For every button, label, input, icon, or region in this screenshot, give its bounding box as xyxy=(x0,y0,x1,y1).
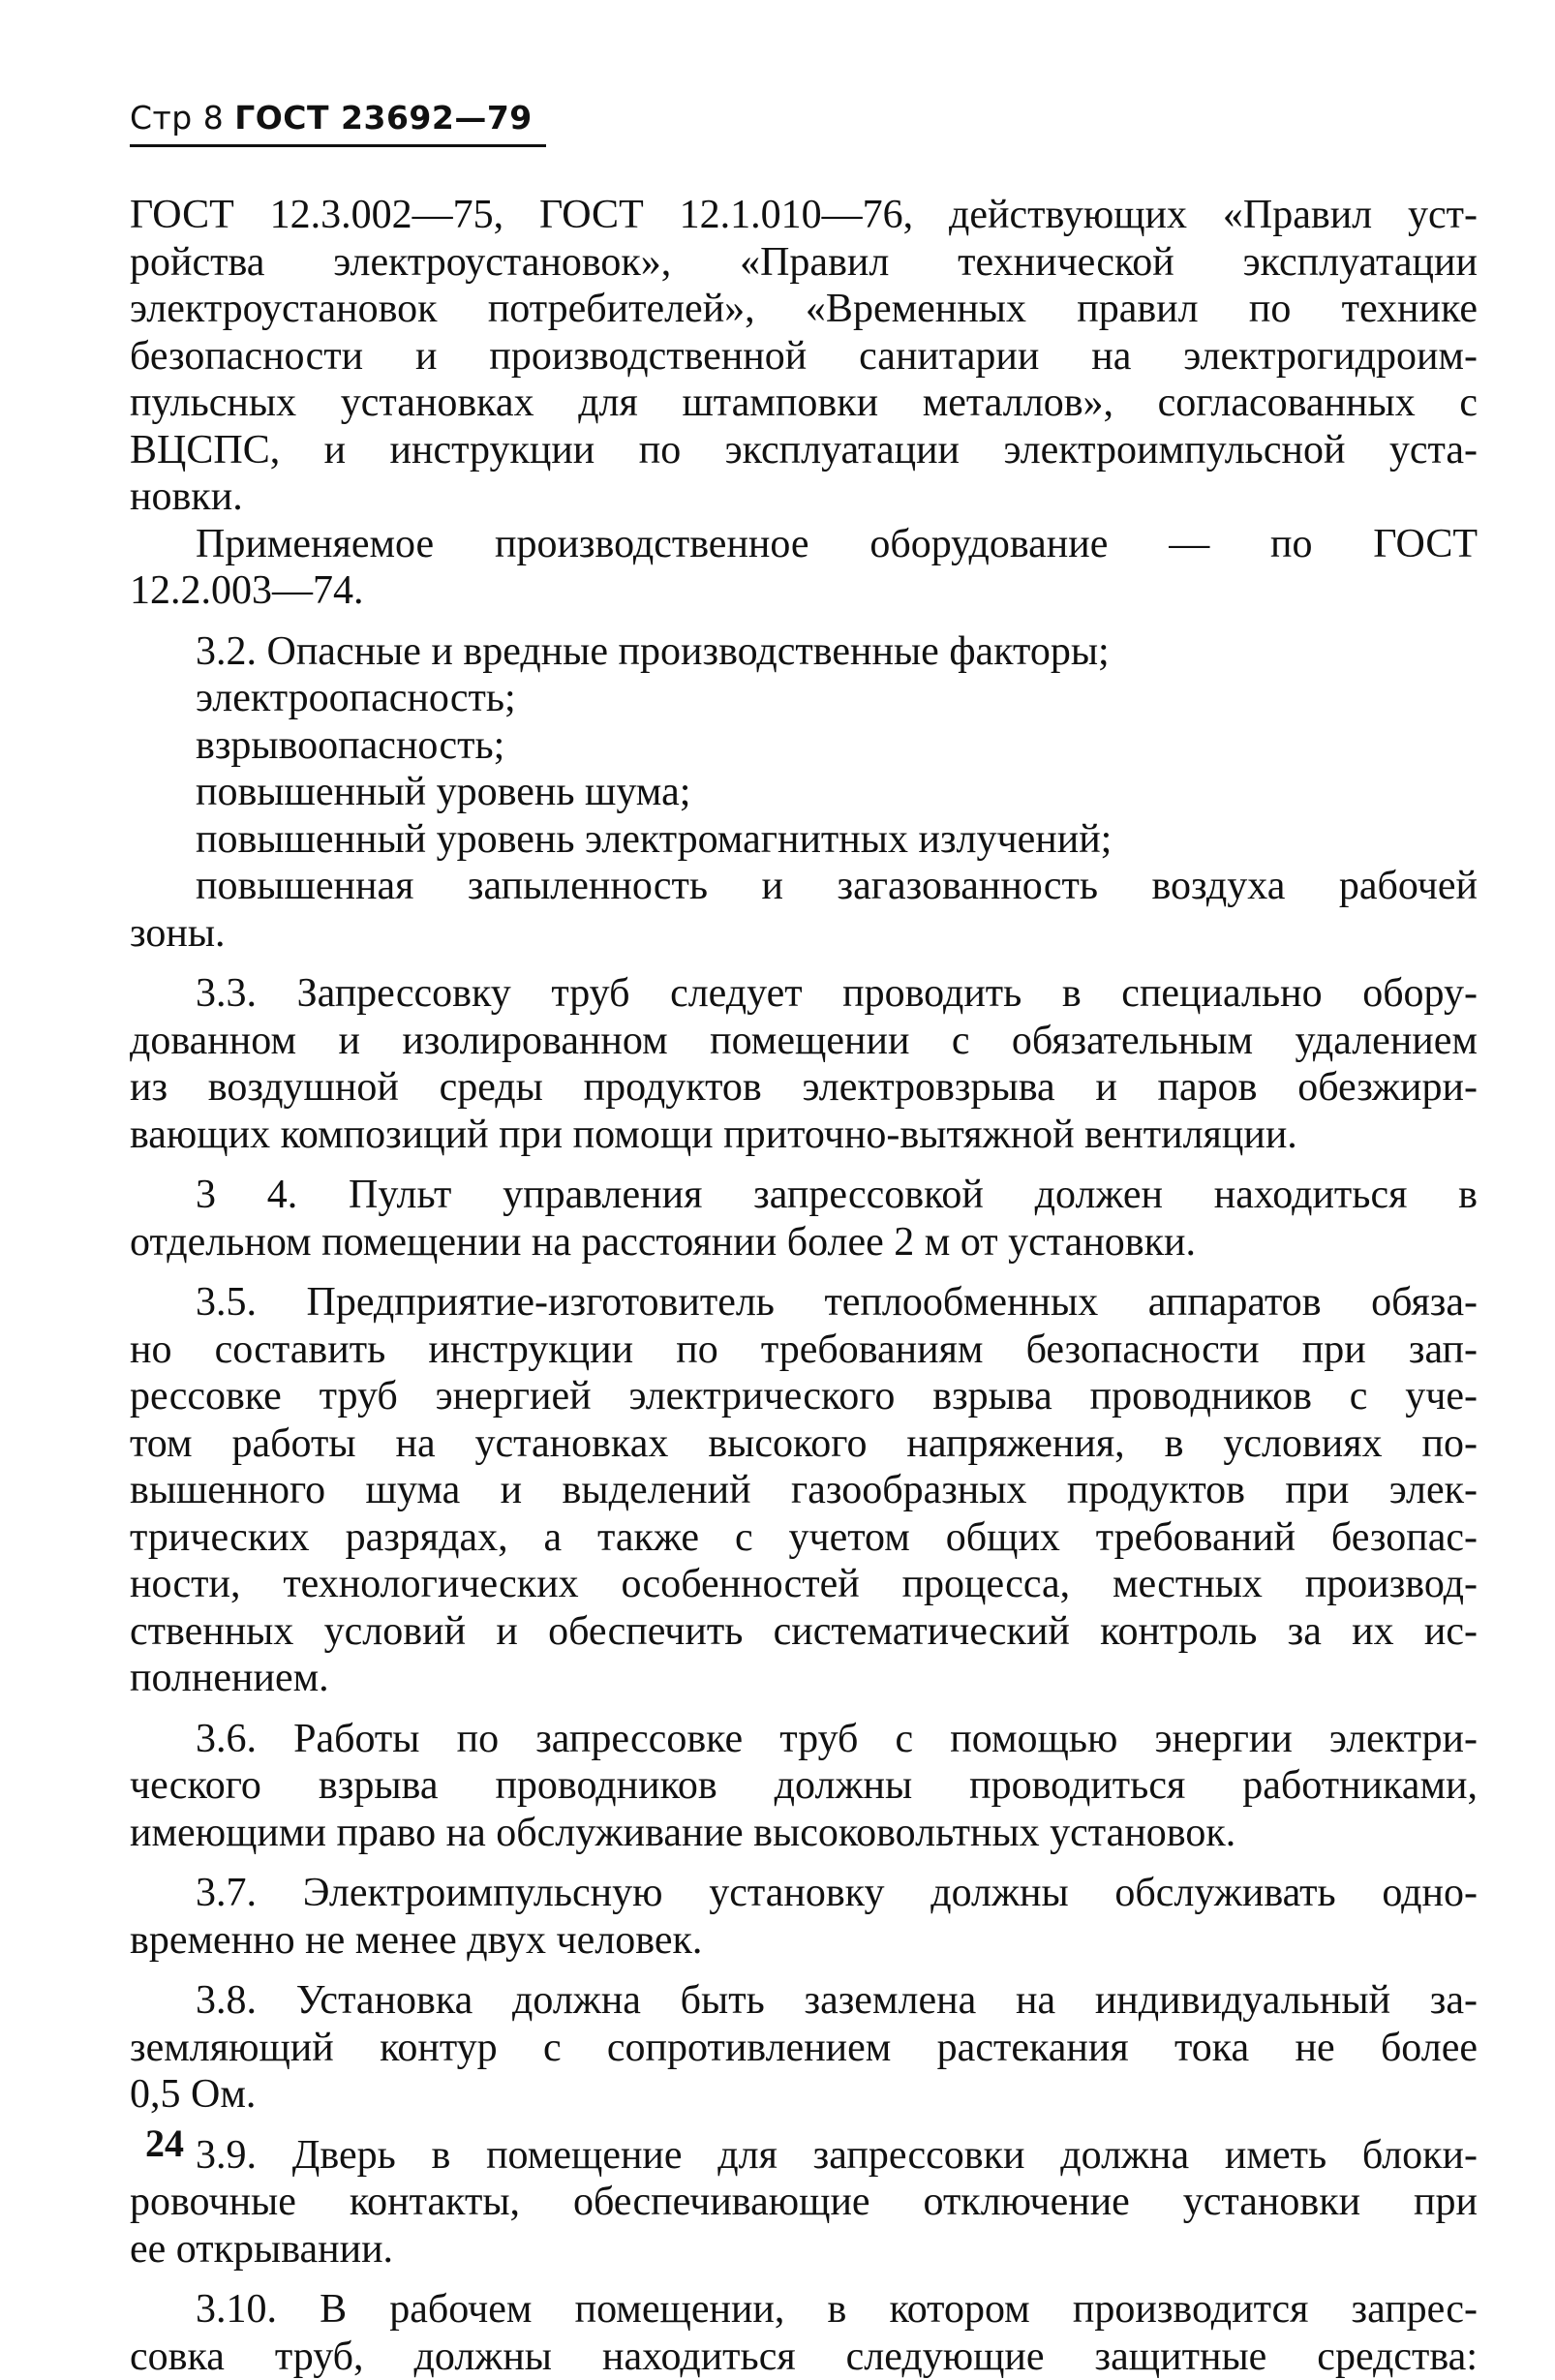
clause-3-9: 3.9. Дверь в помещение для запрессовки должна иметь блоки- xyxy=(130,2132,1478,2180)
text-line: имеющими право на обслуживание высоковольтных установок. xyxy=(130,1810,1478,1857)
clause-3-2: 3.2. Опасные и вредные производственные факторы; xyxy=(130,628,1478,676)
text-line: электроустановок потребителей», «Временных правил по технике xyxy=(130,286,1478,333)
list-item: взрывоопасность; xyxy=(130,722,1478,770)
clause-3-3: 3.3. Запрессовку труб следует проводить в специально обору- xyxy=(130,970,1478,1018)
text-line: ности, технологических особенностей процесса, местных производ- xyxy=(130,1561,1478,1608)
text-line: полнением. xyxy=(130,1655,1478,1702)
text-line: ройства электроустановок», «Правил технической эксплуатации xyxy=(130,239,1478,287)
text-line: пульсных установках для штамповки металлов», согласованных с xyxy=(130,380,1478,427)
text-line: ровочные контакты, обеспечивающие отключение установки при xyxy=(130,2179,1478,2226)
text-line: ВЦСПС, и инструкции по эксплуатации электроимпульсной уста- xyxy=(130,427,1478,474)
list-item: электроопасность; xyxy=(130,675,1478,722)
text-line: Применяемое производственное оборудование — по ГОСТ xyxy=(130,521,1478,568)
text-line: отдельном помещении на расстоянии более 2 м от установки. xyxy=(130,1219,1478,1266)
text-line: вающих композиций при помощи приточно-вытяжной вентиляции. xyxy=(130,1112,1478,1159)
text-line: рессовке труб энергией электрического взрыва проводников с уче- xyxy=(130,1373,1478,1420)
text-line: ческого взрыва проводников должны проводиться работниками, xyxy=(130,1762,1478,1810)
text-line: из воздушной среды продуктов электровзрыва и паров обезжири- xyxy=(130,1064,1478,1112)
page-ref: 8 xyxy=(203,99,225,137)
text-line: временно не менее двух человек. xyxy=(130,1917,1478,1965)
list-item: повышенный уровень шума; xyxy=(130,769,1478,816)
clause-3-5: 3.5. Предприятие-изготовитель теплообменных аппаратов обяза- xyxy=(130,1279,1478,1327)
list-item: повышенная запыленность и загазованность воздуха рабочей xyxy=(130,863,1478,910)
text-line: но составить инструкции по требованиям безопасности при зап- xyxy=(130,1327,1478,1374)
text-line: ственных условий и обеспечить систематический контроль за их ис- xyxy=(130,1608,1478,1656)
text-line: ее открывании. xyxy=(130,2226,1478,2273)
page-number: 24 xyxy=(145,2121,184,2166)
clause-3-4: 3 4. Пульт управления запрессовкой должен находиться в xyxy=(130,1172,1478,1219)
text-line: вышенного шума и выделений газообразных продуктов при элек- xyxy=(130,1467,1478,1514)
list-item: повышенный уровень электромагнитных излучений; xyxy=(130,816,1478,864)
clause-3-7: 3.7. Электроимпульсную установку должны обслуживать одно- xyxy=(130,1870,1478,1917)
standard-number: ГОСТ 23692—79 xyxy=(234,99,533,137)
running-header xyxy=(130,95,546,147)
text-line: зоны. xyxy=(130,910,1478,958)
text-line: том работы на установках высокого напряжения, в условиях по- xyxy=(130,1420,1478,1468)
text-line: 12.2.003—74. xyxy=(130,567,1478,615)
text-line: земляющий контур с сопротивлением растекания тока не более xyxy=(130,2025,1478,2072)
text-line: совка труб, должны находиться следующие защитные средства: xyxy=(130,2334,1478,2380)
clause-3-10: 3.10. В рабочем помещении, в котором производится запрес- xyxy=(130,2286,1478,2334)
document-body xyxy=(130,192,1478,2380)
clause-3-8: 3.8. Установка должна быть заземлена на индивидуальный за- xyxy=(130,1977,1478,2025)
text-line: трических разрядах, а также с учетом общих требований безопас- xyxy=(130,1514,1478,1562)
clause-3-6: 3.6. Работы по запрессовке труб с помощью энергии электри- xyxy=(130,1716,1478,1763)
text-line: 0,5 Ом. xyxy=(130,2071,1478,2119)
page-label: Стр xyxy=(130,99,193,137)
text-line: новки. xyxy=(130,473,1478,521)
text-line: безопасности и производственной санитарии на электрогидроим- xyxy=(130,333,1478,381)
text-line: ГОСТ 12.3.002—75, ГОСТ 12.1.010—76, действующих «Правил уст- xyxy=(130,192,1478,239)
text-line: дованном и изолированном помещении с обязательным удалением xyxy=(130,1018,1478,1065)
